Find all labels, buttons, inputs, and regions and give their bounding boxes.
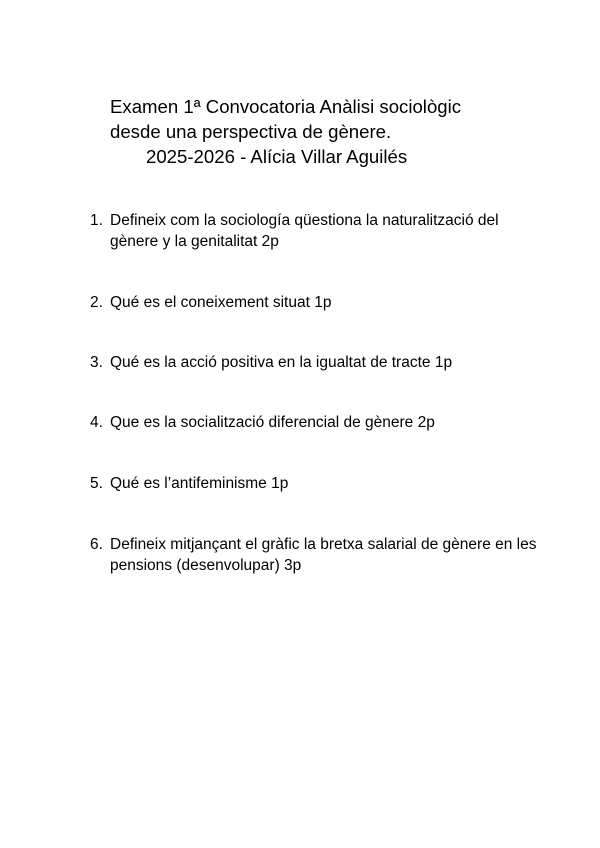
question-text: Qué es l’antifeminisme 1p [110, 475, 289, 492]
question-text: Defineix com la sociología qüestiona la naturalització del gènere y la genitalitat 2p [110, 212, 499, 250]
question-text: Qué es la acció positiva en la igualtat de tracte 1p [110, 354, 453, 371]
question-number: 4. [90, 414, 103, 431]
question-item [90, 210, 540, 252]
question-item [90, 473, 540, 494]
question-number: 6. [90, 536, 103, 553]
question-number: 5. [90, 475, 103, 492]
question-number: 1. [90, 212, 103, 229]
exam-title-line: 2025-2026 - Alícia Villar Aguilés [146, 146, 408, 167]
exam-title-line: Examen 1ª Convocatoria Anàlisi sociològic [110, 96, 462, 117]
question-item [90, 412, 540, 433]
question-text: Qué es el coneixement situat 1p [110, 294, 332, 311]
exam-title [110, 94, 570, 169]
question-number: 3. [90, 354, 103, 371]
question-item [90, 292, 540, 313]
question-number: 2. [90, 294, 103, 311]
question-text: Defineix mitjançant el gràfic la bretxa salarial de gènere en les pensions (desenvolupar) 3p [110, 536, 537, 574]
question-item [90, 352, 540, 373]
question-item [90, 534, 540, 576]
question-text: Que es la socialització diferencial de gènere 2p [110, 414, 435, 431]
exam-title-line: desde una perspectiva de gènere. [110, 121, 392, 142]
